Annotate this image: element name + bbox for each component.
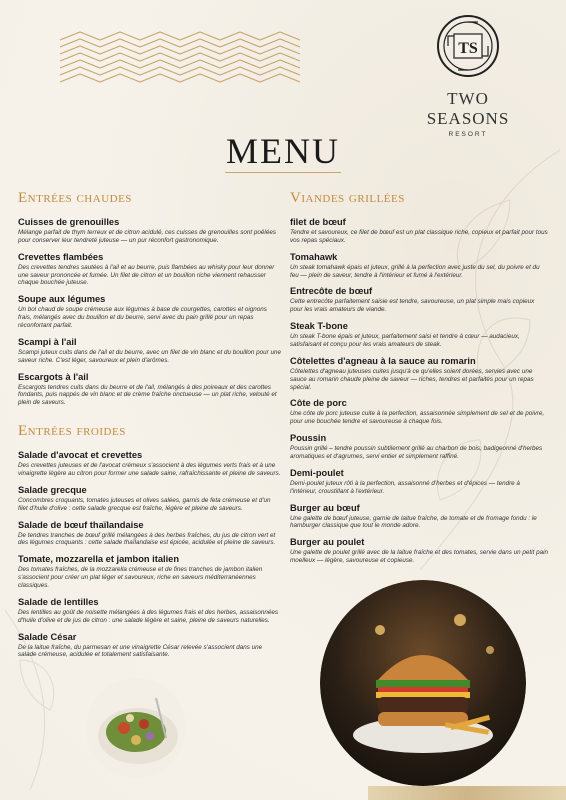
entrees-chaudes-list	[18, 217, 282, 407]
menu-item-description: Des crevettes tendres sautées à l'ail et au beurre, puis flambées au whisky pour leur donner une saveur prononcée et fumée. Un filet de citron et un bouillon riche viennent rehausser chaque bouchée juteuse.	[18, 263, 275, 287]
ts-emblem-icon	[436, 14, 500, 78]
salad-photo	[86, 678, 186, 778]
menu-item-description: Cette entrecôte parfaitement saisie est tendre, savoureuse, un plat simple mais copieux pour les vrais amateurs de viande.	[290, 298, 535, 314]
menu-item	[290, 286, 548, 314]
entrees-froides-list	[18, 450, 282, 659]
menu-item-description: Tendre et savoureux, ce filet de bœuf est un plat classique riche, copieux et parfait pour tous vos repas spéciaux.	[290, 229, 548, 244]
menu-item-description: Des tomates fraîches, de la mozzarella crémeuse et de fines tranches de jambon italien s'associent pour créer un plat léger et savoureux, riche en saveurs méditerranéennes classiques.	[18, 566, 263, 590]
menu-item-description: Une galette de poulet grillé avec de la laitue fraîche et des tomates, servie dans un petit pain moelleux — légère, savoureuse et copieuse.	[290, 549, 548, 565]
menu-item-name: Escargots à l'ail	[18, 371, 89, 382]
menu-item-name: Cuisses de grenouilles	[18, 217, 120, 227]
menu-item-description: Poussin grillé – tendre poussin subtilement grillé au charbon de bois, badigeonné d'herbes aromatiques et d'agrumes, servi entier et simplement raffiné.	[290, 445, 543, 461]
menu-item-name: Demi-poulet	[290, 467, 344, 478]
menu-item-description: De la laitue fraîche, du parmesan et une vinaigrette César relevée s'associent dans une salade crémeuse, acidulée et totalement satisfaisante.	[18, 643, 263, 659]
menu-item	[18, 632, 282, 660]
brand-subtitle: RESORT	[448, 131, 488, 138]
menu-item	[18, 337, 282, 365]
menu-item	[290, 321, 548, 349]
section-title-entrees-chaudes: Entrées chaudes	[18, 190, 132, 206]
menu-item	[290, 217, 548, 245]
menu-item-name: Tomate, mozzarella et jambon italien	[18, 554, 180, 565]
menu-item-name: Salade de bœuf thaïlandaise	[18, 519, 144, 530]
section-title-entrees-froides: Entrées froides	[18, 423, 126, 440]
right-column	[290, 190, 548, 572]
menu-item-description: Une côte de porc juteuse cuite à la perfection, assaisonnée simplement de sel et de poivre, pour une bouchée tendre et savoureuse à chaque fois.	[290, 410, 545, 426]
menu-item-name: Burger au poulet	[290, 537, 365, 548]
menu-item-name: Salade César	[18, 631, 77, 642]
menu-item-name: Poussin	[290, 433, 327, 444]
left-column	[18, 190, 282, 666]
menu-item-description: De tendres tranches de bœuf grillé mélangées à des herbes fraîches, du jus de citron vert et des légumes croquants : cette salade thaïlandaise est épicée, acidulée et pleine de saveurs.	[18, 531, 276, 547]
menu-item-description: Mélange parfait de thym terreux et de citron acidulé, ces cuisses de grenouilles sont poêlées pour conserver leur tendreté juteuse — un pur réconfort gastronomique.	[18, 229, 276, 244]
menu-item-name: Tomahawk	[290, 251, 338, 262]
menu-item-name: Salade grecque	[18, 484, 87, 495]
menu-item-name: Salade d'avocat et crevettes	[18, 450, 143, 461]
section-title-viandes-grillees: Viandes grillées	[290, 190, 405, 206]
menu-item-description: Des crevettes juteuses et de l'avocat crémeux s'associent à des légumes verts frais et à une vinaigrette légère au citron pour former une salade saine, rafraîchissante et pleine de saveurs.	[18, 462, 281, 478]
menu-item-description: Un steak T-bone épais et juteux, parfaitement saisi et tendre à cœur — audacieux, satisfaisant et conçu pour les vrais amateurs de steak.	[290, 333, 520, 349]
menu-item-description: Une galette de bœuf juteuse, garnie de laitue fraîche, de tomate et de fromage fondu : le hamburger classique que tout le monde adore.	[290, 514, 537, 530]
menu-item-description: Un steak tomahawk épais et juteux, grillé à la perfection avec juste du sel, du poivre et du feu — plein de saveur, tendre à l'intérieur et fumé à l'extérieur.	[290, 263, 540, 279]
chevron-pattern	[60, 30, 300, 90]
menu-item-description: Escargots tendres cuits dans du beurre et de l'ail, mélangés à des poireaux et des carottes fondants, puis nappés de vin blanc et de crème fraîche onctueuse — un plat riche, velouté et plein de saveurs.	[18, 383, 277, 407]
menu-item	[290, 537, 548, 565]
menu-item-description: Côtelettes d'agneau juteuses cuites jusqu'à ce qu'elles soient dorées, servies avec une sauce au romarin chaude pleine de saveur — riches, tendres et parfaites pour un repas spécial.	[290, 367, 534, 391]
menu-item	[18, 450, 282, 478]
menu-item	[290, 503, 548, 531]
menu-item-description: Un bol chaud de soupe crémeuse aux légumes à base de courgettes, carottes et oignons frais, mélangés avec du bouillon et du beurre, servi avec du pain grillé pour un repas réconfortant parfait.	[18, 306, 267, 330]
menu-item	[18, 372, 282, 408]
footer-gold-bar	[368, 786, 566, 800]
menu-item-name: Crevettes flambées	[18, 251, 104, 262]
menu-item-name: filet de bœuf	[290, 217, 346, 227]
menu-item-name: Côte de porc	[290, 398, 347, 409]
menu-item-name: Salade de lentilles	[18, 596, 99, 607]
menu-item-description: Demi-poulet juteux rôti à la perfection, assaisonné d'herbes et d'épices — tendre à l'intérieur, croustillant à l'extérieur.	[290, 479, 520, 495]
menu-item	[18, 485, 282, 513]
menu-item	[18, 294, 282, 330]
menu-item	[290, 356, 548, 392]
menu-item	[290, 468, 548, 496]
menu-item-name: Soupe aux légumes	[18, 294, 106, 305]
menu-item-description: Concombres croquants, tomates juteuses et olives salées, garnis de feta crémeuse et d'un filet d'huile d'olive : cette salade grecque est fraîche, légère et pleine de saveurs.	[18, 496, 271, 512]
menu-item	[18, 554, 282, 590]
menu-item	[290, 433, 548, 461]
menu-item-name: Entrecôte de bœuf	[290, 286, 373, 297]
menu-item	[290, 398, 548, 426]
menu-item	[18, 597, 282, 625]
menu-item-name: Steak T-bone	[290, 321, 348, 332]
menu-item	[18, 252, 282, 288]
menu-item	[18, 217, 282, 245]
brand-logo	[404, 14, 532, 138]
menu-item-name: Burger au bœuf	[290, 502, 360, 513]
menu-item-description: Scampi juteux cuits dans de l'ail et du beurre, avec un filet de vin blanc et du bouillon pour une saveur riche. C'est léger, savoureux et plein d'arômes.	[18, 348, 282, 364]
menu-item-name: Scampi à l'ail	[18, 336, 77, 347]
menu-item-description: Des lentilles au goût de noisette mélangées à des légumes frais et des herbes, assaisonnées d'huile d'olive et de jus de citron : une salade légère et saine, pleine de saveurs naturelles.	[18, 608, 279, 624]
menu-item	[18, 520, 282, 548]
menu-item	[290, 252, 548, 280]
menu-title: MENU	[226, 131, 340, 171]
burger-photo	[320, 580, 526, 786]
viandes-grillees-list	[290, 217, 548, 565]
title-divider	[225, 172, 341, 173]
menu-item-name: Côtelettes d'agneau à la sauce au romarin	[290, 355, 476, 366]
brand-name: TWO SEASONS	[426, 89, 510, 128]
logo-initials: TS	[458, 40, 478, 57]
